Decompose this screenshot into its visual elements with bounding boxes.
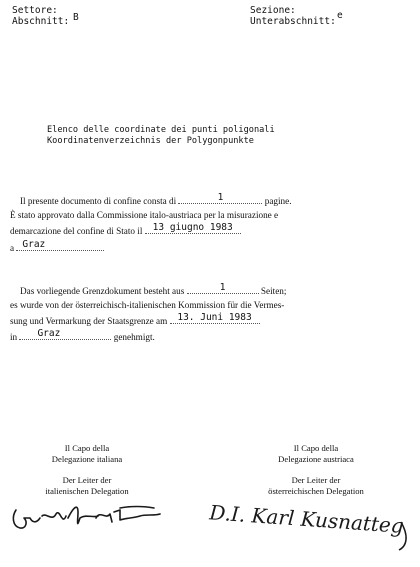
italian-line-1-text: Il presente documento di confine consta di xyxy=(20,196,177,206)
german-date-field xyxy=(170,313,260,324)
german-pages-field xyxy=(187,283,259,294)
italian-signature-scribble xyxy=(8,498,168,540)
german-line-1-after: Seiten; xyxy=(260,286,287,296)
sezione-value: e xyxy=(337,10,343,21)
german-line-4-after: genehmigt. xyxy=(113,332,155,342)
settore-label: Settore: xyxy=(12,5,58,16)
italian-pages-field xyxy=(178,193,262,204)
austrian-delegation-block xyxy=(246,443,386,497)
austrian-head-line-3: Der Leiter der xyxy=(291,475,341,485)
italian-line-3-text: demarcazione del confine di Stato il xyxy=(10,226,143,236)
italian-line-3 xyxy=(10,223,241,239)
german-line-4 xyxy=(10,329,155,345)
italian-line-4-text: a xyxy=(10,243,15,253)
italian-line-1 xyxy=(20,193,292,209)
title-italian: Elenco delle coordinate dei punti poligonali xyxy=(47,125,275,135)
german-line-3 xyxy=(10,313,260,329)
german-line-4-text: in xyxy=(10,332,18,342)
austrian-signature-text: D.I. Karl Kusnatteg xyxy=(208,500,405,538)
italian-date-field xyxy=(145,223,241,234)
austrian-head-line-4: österreichischen Delegation xyxy=(268,486,364,496)
italian-head-line-1: Il Capo della xyxy=(64,443,110,453)
italian-date-value: 13 giugno 1983 xyxy=(152,222,233,233)
austrian-signature-handwriting xyxy=(205,492,415,552)
austrian-head-line-2: Delegazione austriaca xyxy=(278,454,354,464)
german-pages-value: 1 xyxy=(219,282,226,293)
italian-line-1-after: pagine. xyxy=(264,196,292,206)
italian-head-line-3: Der Leiter der xyxy=(62,475,112,485)
german-line-3-text: sung und Vermarkung der Staatsgrenze am xyxy=(10,316,168,326)
italian-place-value: Graz xyxy=(22,239,46,250)
german-place-field xyxy=(19,329,111,340)
italian-pages-value: 1 xyxy=(217,192,224,203)
italian-place-field xyxy=(16,240,104,251)
sezione-label: Sezione: xyxy=(250,5,296,16)
title-german: Koordinatenverzeichnis der Polygonpunkte xyxy=(47,136,254,146)
german-place-value: Graz xyxy=(37,328,61,339)
abschnitt-label: Abschnitt: xyxy=(12,16,70,27)
italian-line-2: È stato approvato dalla Commissione italo-austriaca per la misurazione e xyxy=(10,210,279,220)
german-line-1 xyxy=(20,283,286,299)
italian-delegation-block xyxy=(22,443,152,497)
unterabschnitt-label: Unterabschnitt: xyxy=(250,16,336,27)
german-date-value: 13. Juni 1983 xyxy=(177,312,252,323)
austrian-head-line-1: Il Capo della xyxy=(293,443,339,453)
german-line-2: es wurde von der österreichisch-italienischen Kommission für die Vermes- xyxy=(10,300,285,310)
italian-line-4 xyxy=(10,240,104,256)
italian-head-line-4: italienischen Delegation xyxy=(45,486,129,496)
settore-value: B xyxy=(73,12,79,23)
italian-head-line-2: Delegazione italiana xyxy=(51,454,123,464)
german-line-1-text: Das vorliegende Grenzdokument besteht aus xyxy=(20,286,185,296)
